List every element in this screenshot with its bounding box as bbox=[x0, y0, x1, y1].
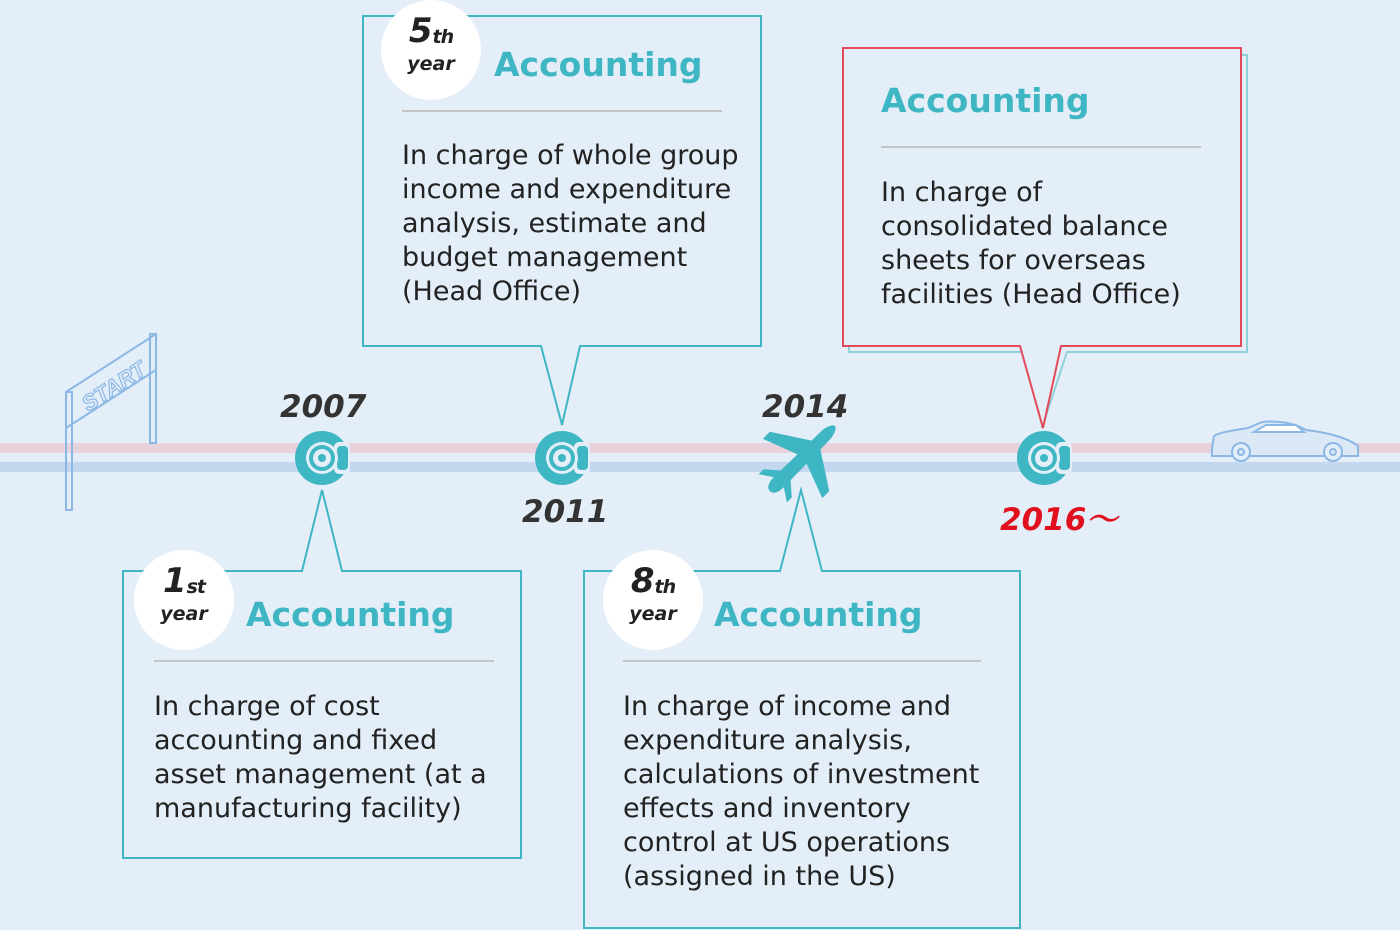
badge-number: 8 bbox=[630, 561, 654, 601]
badge-year-word: year bbox=[407, 53, 455, 75]
year-badge-8th bbox=[603, 550, 703, 650]
start-sign-text: START bbox=[77, 356, 151, 417]
divider-8th bbox=[623, 660, 981, 662]
divider-5th bbox=[402, 110, 722, 112]
entry-title-1st: Accounting bbox=[246, 595, 455, 634]
divider-1st bbox=[154, 660, 494, 662]
wheel-icon-2011 bbox=[535, 431, 590, 485]
entry-description-8th: In charge of income and expenditure analysis, calculations of investment effects and inventory control at US operations (assigned in the US) bbox=[623, 691, 980, 892]
car-icon bbox=[1212, 421, 1358, 461]
start-gate-icon bbox=[66, 334, 156, 510]
badge-number: 5 bbox=[408, 11, 432, 51]
year-label-2011: 2011 bbox=[522, 494, 609, 530]
entry-description-current: In charge of consolidated balance sheets for overseas facilities (Head Office) bbox=[881, 177, 1181, 310]
entry-description-1st: In charge of cost accounting and fixed asset management (at a manufacturing facility) bbox=[154, 691, 487, 824]
track-line-blue bbox=[0, 462, 1400, 472]
year-label-2014: 2014 bbox=[762, 389, 849, 425]
entry-description-5th: In charge of whole group income and expenditure analysis, estimate and budget management (Head Office) bbox=[402, 140, 739, 307]
badge-suffix: th bbox=[654, 576, 676, 598]
badge-year-word: year bbox=[160, 603, 208, 625]
badge-suffix: th bbox=[432, 26, 454, 48]
entry-title-8th: Accounting bbox=[714, 595, 923, 634]
year-label-2007: 2007 bbox=[280, 389, 367, 425]
track-line-pink bbox=[0, 443, 1400, 453]
wheel-icon-2007 bbox=[295, 431, 350, 485]
year-badge-5th bbox=[381, 0, 481, 100]
year-label-2016: 2016～ bbox=[1000, 502, 1118, 538]
year-badge-1st bbox=[134, 550, 234, 650]
badge-suffix: st bbox=[186, 576, 206, 598]
wheel-icon-2016 bbox=[1017, 431, 1072, 485]
badge-year-word: year bbox=[629, 603, 677, 625]
entry-title-current: Accounting bbox=[881, 81, 1090, 120]
divider-current bbox=[881, 146, 1201, 148]
entry-title-5th: Accounting bbox=[494, 45, 703, 84]
badge-number: 1 bbox=[162, 561, 186, 601]
